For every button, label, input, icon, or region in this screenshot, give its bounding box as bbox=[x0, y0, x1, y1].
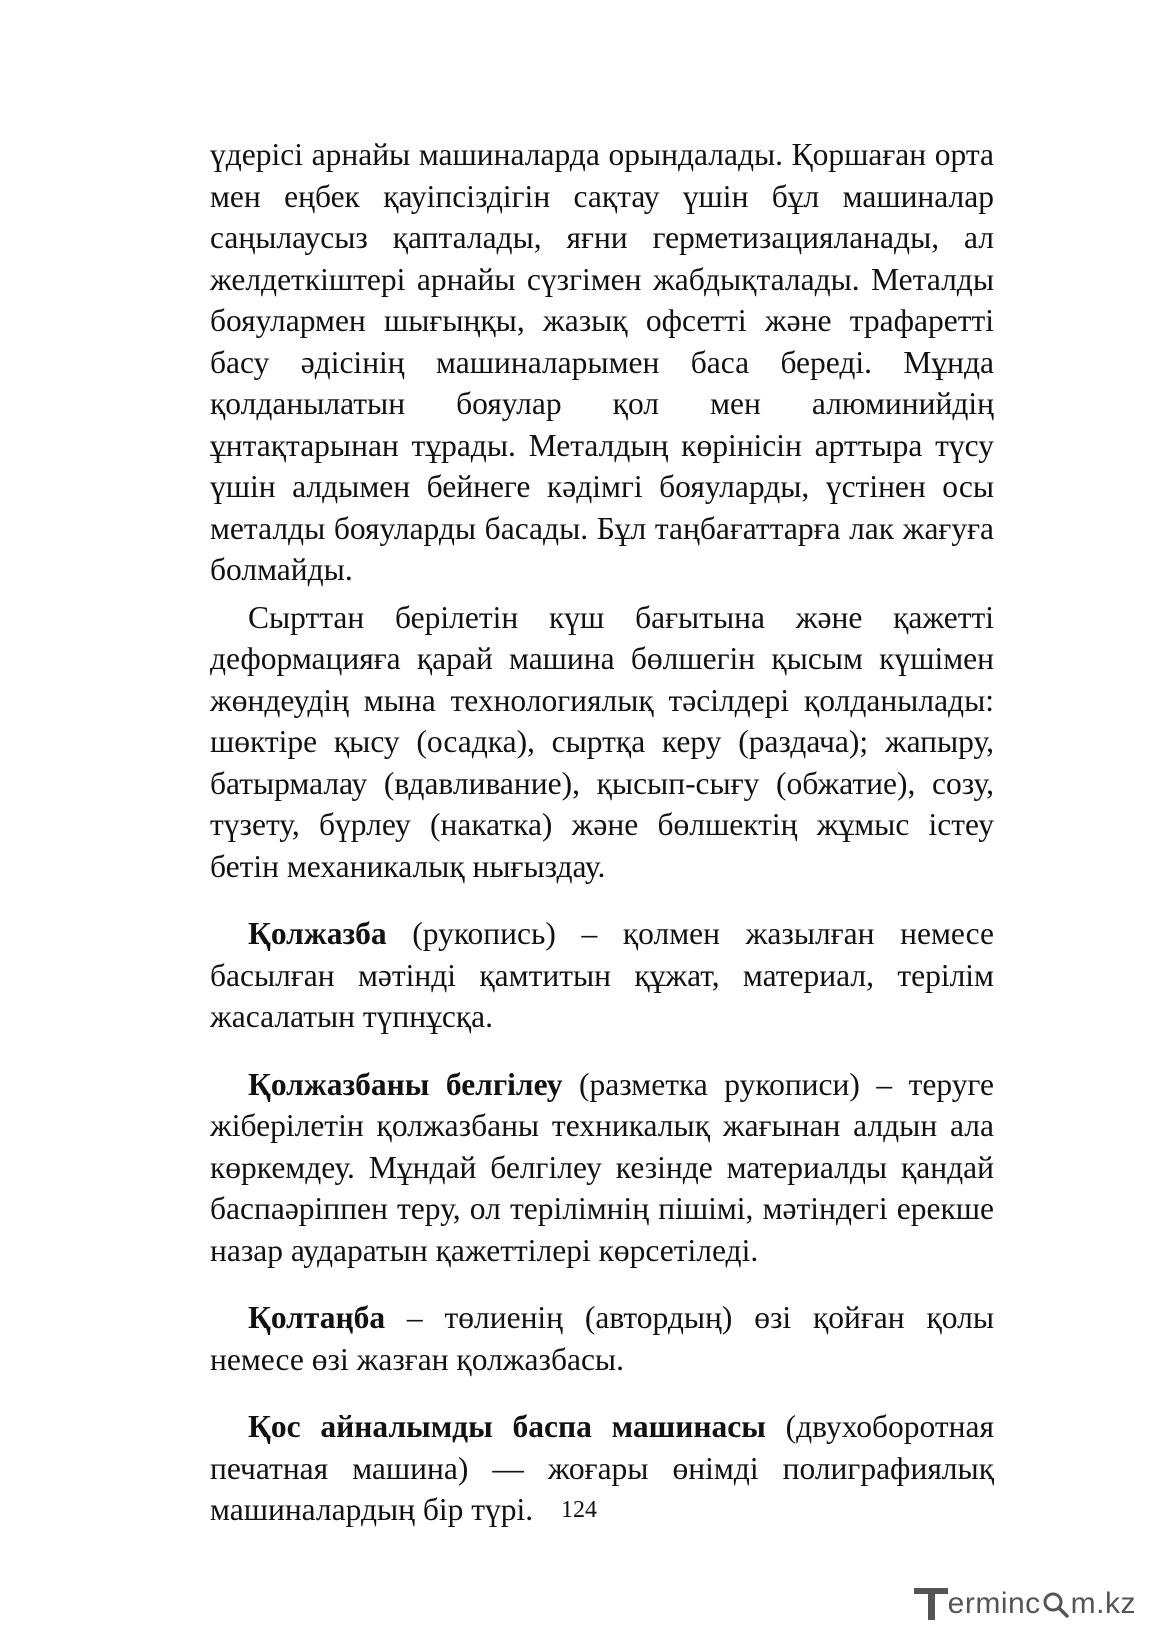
page-body bbox=[210, 134, 994, 1531]
glossary-definition: – төлиенің (автордың) өзі қойған қолы немесе өзі жазған қолжазбасы. bbox=[210, 1300, 994, 1377]
watermark-text: erminc bbox=[947, 1587, 1041, 1620]
glossary-entry-manuscript bbox=[210, 913, 994, 1038]
glossary-entry-manuscript-markup bbox=[210, 1064, 994, 1272]
glossary-definition: (разметка рукописи) – теруге жіберілетін қолжазбаны техникалық жағынан алдын ала көркемдеу. Мұндай белгілеу кезінде материалды қандай баспаәріппен теру, ол терілімнің пішімі, мәтіндегі ерекше назар аударатын қажеттілері көрсетіледі. bbox=[210, 1066, 994, 1268]
glossary-term: Қолтаңба bbox=[248, 1300, 386, 1335]
paragraph-text: Сырттан берілетін күш бағытына және қажетті деформацияға қарай машина бөлшегін қысым күшімен жөндеудің мына технологиялық тәсілдері қолданылады: шөктіре қысу (осадка), сыртқа керу (раздача); жапыру, батырмалау (вдавливание), қысып-сығу (обжатие), созу, түзету, бүрлеу (накатка) және бөлшектің жұмыс істеу бетін механикалық нығыздау. bbox=[210, 599, 994, 884]
watermark-t-letter-icon bbox=[914, 1586, 948, 1622]
paragraph-text: үдерісі арнайы машиналарда орындалады. Қоршаған орта мен еңбек қауіпсіздігін сақтау үшін бұл машиналар саңылаусыз қапталады, яғни герметизацияланады, ал желдеткіштері арнайы сүзгімен жабдықталады. Металды бояулармен шығыңқы, жазық офсетті және трафаретті басу әдісінің машиналарымен баса береді. Мұнда қолданылатын бояулар қол мен алюминийдің ұнтақтарынан тұрады. Металдың көрінісін арттыра түсу үшін алдымен бейнеге кәдімгі бояуларды, үстінен осы металды бояуларды басады. Бұл таңбағаттарға лак жағуға болмайды. bbox=[210, 137, 994, 587]
paragraph-continuation bbox=[210, 134, 994, 591]
glossary-entry-autograph bbox=[210, 1297, 994, 1380]
glossary-definition: (двухоборотная печатная машина) — жоғары өнімді полиграфиялық машиналардың бір түрі. bbox=[210, 1409, 994, 1527]
glossary-term: Қос айналымды баспа машинасы bbox=[248, 1409, 766, 1444]
glossary-definition: (рукопись) – қолмен жазылған немесе басылған мәтінді қамтитын құжат, материал, терілім жасалатын түпнұсқа. bbox=[210, 916, 994, 1034]
watermark-text-suffix: m.kz bbox=[1070, 1587, 1136, 1620]
paragraph-deformation bbox=[210, 597, 994, 888]
glossary-term: Қолжазбаны белгілеу bbox=[248, 1066, 563, 1102]
search-icon bbox=[1041, 1589, 1071, 1619]
page-number: 124 bbox=[561, 1497, 597, 1523]
glossary-term: Қолжазба bbox=[248, 916, 387, 951]
site-watermark-logo bbox=[914, 1584, 1136, 1624]
